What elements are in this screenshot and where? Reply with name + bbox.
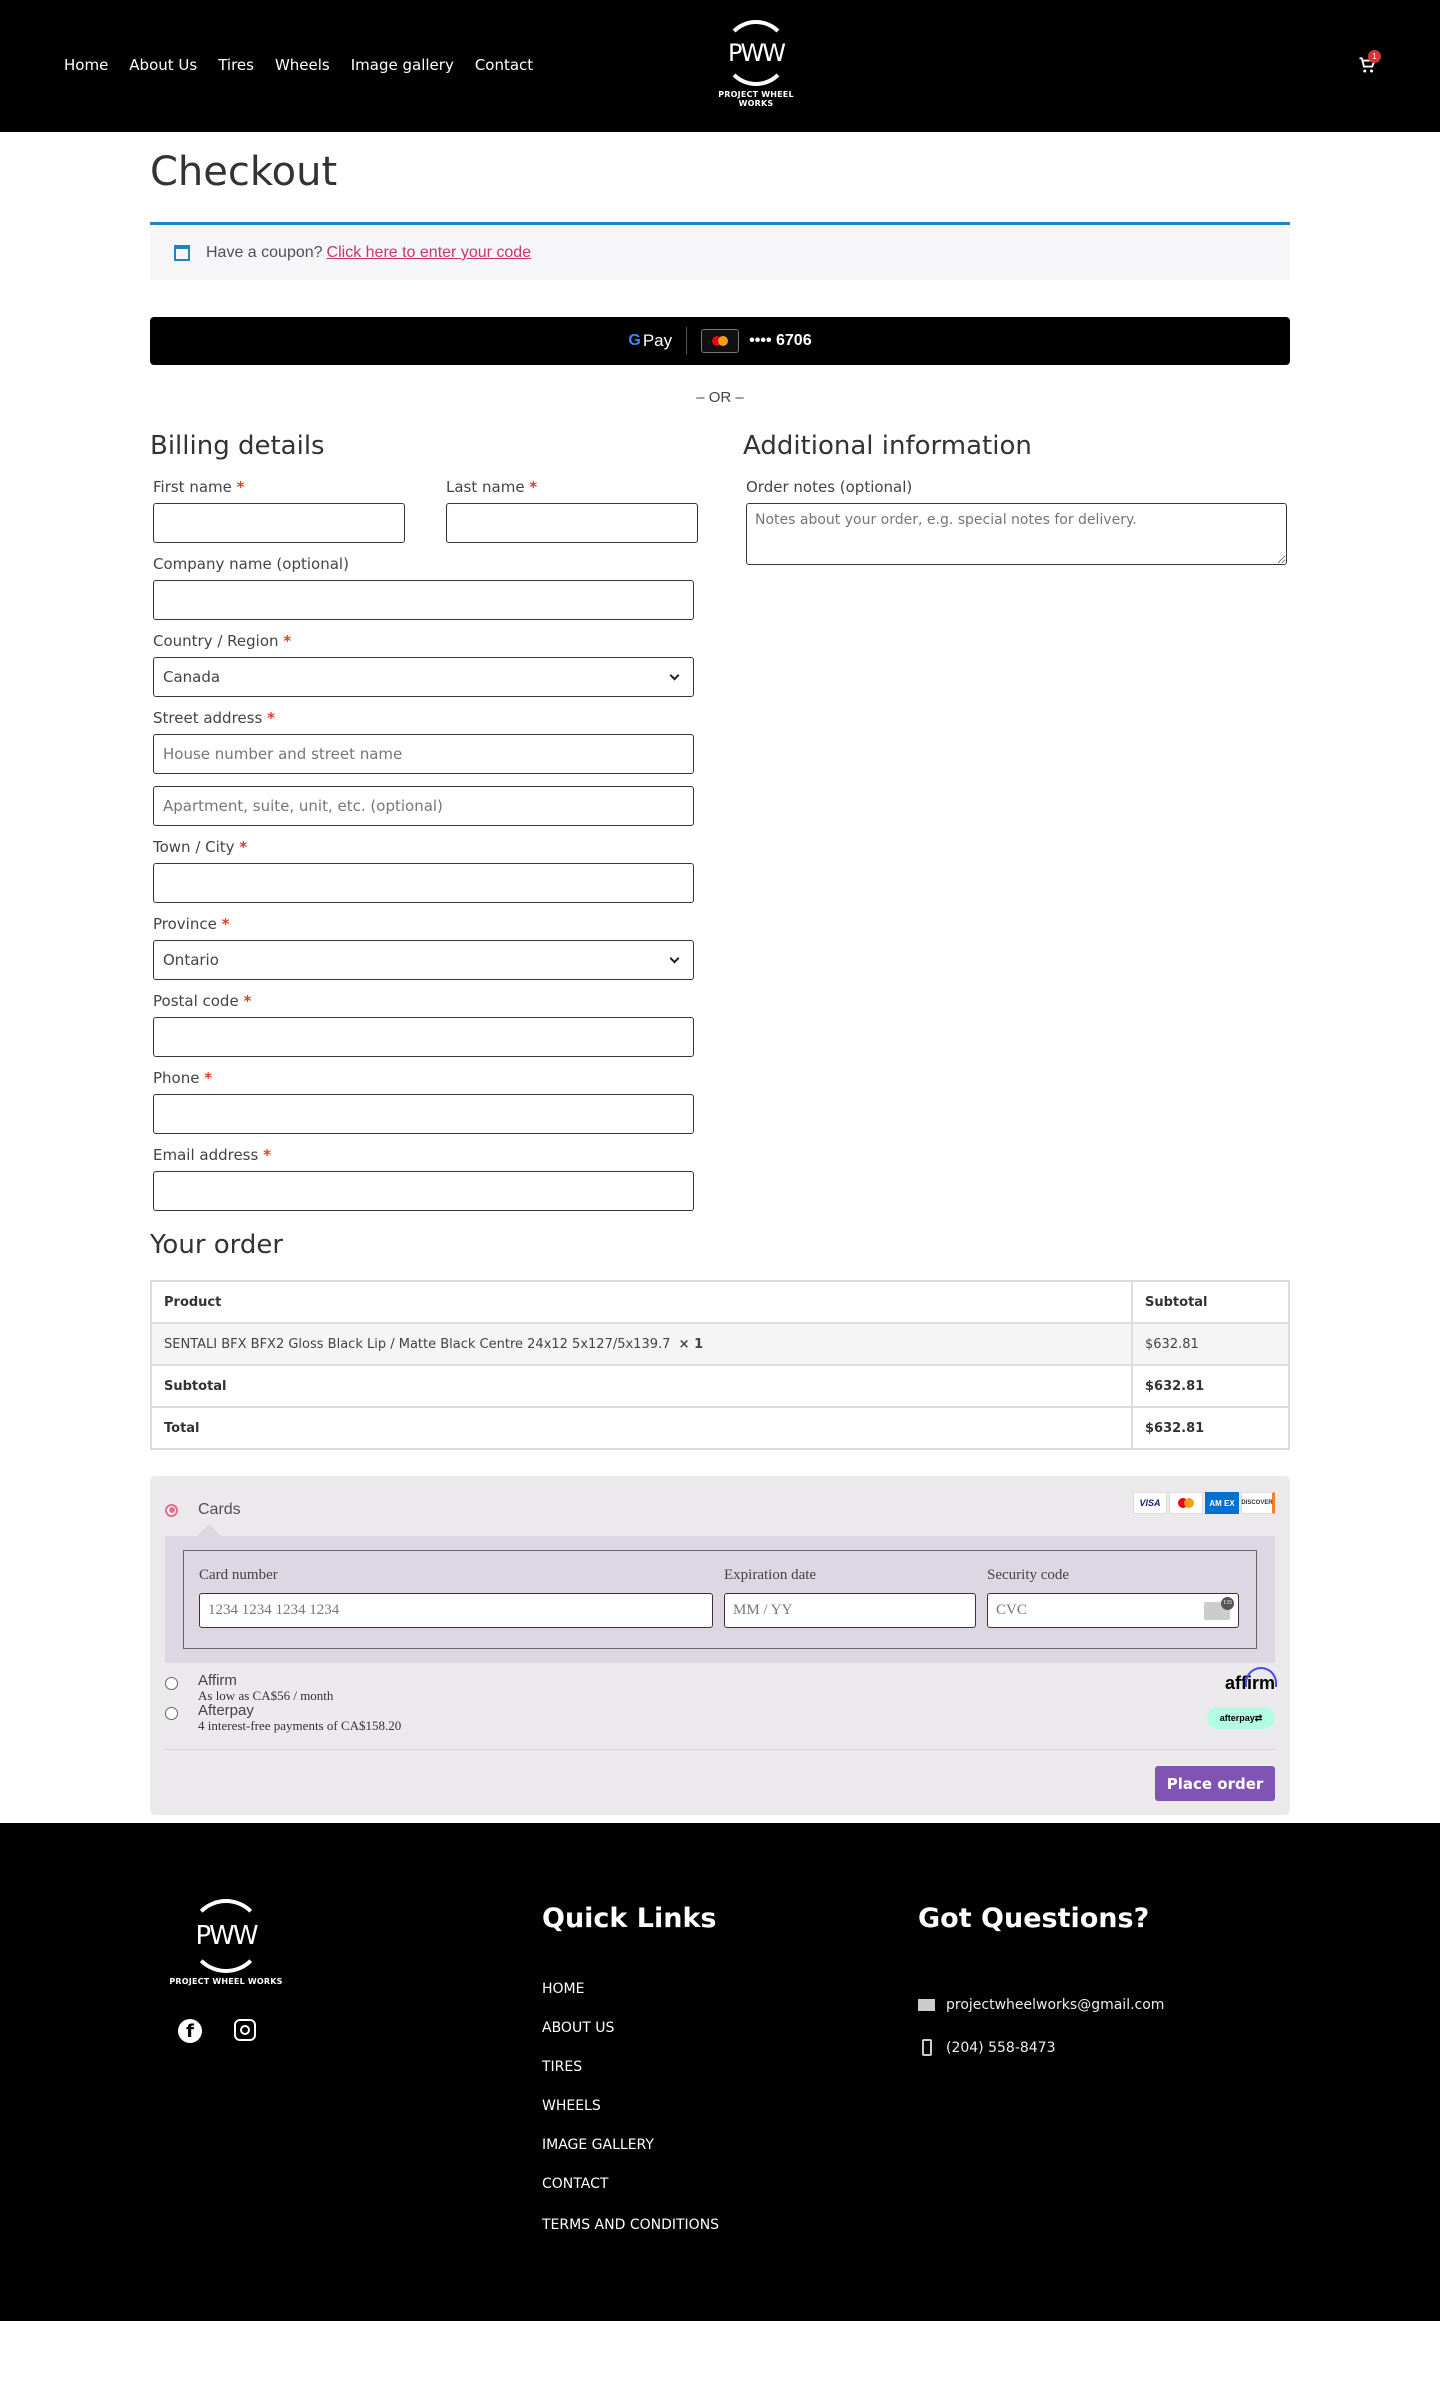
expiry-label: Expiration date xyxy=(724,1567,817,1583)
divider xyxy=(686,327,687,355)
footer-logo[interactable] xyxy=(166,1899,286,1986)
product-qty: × 1 xyxy=(678,1336,704,1352)
coupon-text: Have a coupon? xyxy=(206,243,323,261)
cvc-input[interactable] xyxy=(987,1593,1239,1628)
required-mark: * xyxy=(283,632,292,650)
google-g-icon: G xyxy=(628,332,641,349)
cards-label: Cards xyxy=(198,1501,241,1518)
card-fields xyxy=(183,1550,1257,1649)
footer-link-home[interactable]: HOME xyxy=(542,1981,585,1997)
affirm-logo-icon: affirm xyxy=(1224,1673,1275,1693)
logo-subtitle: PROJECT WHEEL WORKS xyxy=(718,90,794,108)
subtotal-value: $632.81 xyxy=(1132,1365,1289,1407)
site-footer xyxy=(0,1823,1440,2321)
google-pay-button[interactable] xyxy=(150,317,1290,365)
billing-details xyxy=(150,426,695,1211)
instagram-icon[interactable] xyxy=(234,2019,256,2041)
company-label: Company name (optional) xyxy=(153,555,349,573)
cvc-field xyxy=(987,1567,1239,1628)
city-input[interactable] xyxy=(153,863,694,903)
product-name: SENTALI BFX BFX2 Gloss Black Lip / Matte Black Centre 24x12 5x127/5x139.7 xyxy=(164,1336,671,1352)
province-value: Ontario xyxy=(163,951,219,969)
or-separator: – OR – xyxy=(696,389,744,406)
required-mark: * xyxy=(263,1146,271,1164)
footer-contact xyxy=(918,1983,1164,2069)
affirm-label: Affirm xyxy=(198,1672,237,1689)
required-mark: * xyxy=(529,478,538,496)
site-header xyxy=(0,0,1440,132)
checkout-main xyxy=(150,144,1290,1815)
expiry-field xyxy=(724,1567,976,1628)
logo-ring-icon xyxy=(189,1899,263,1973)
footer-quick-links xyxy=(542,1981,719,2256)
payment-option-afterpay[interactable] xyxy=(165,1703,1275,1733)
street-input[interactable]: House number and street name xyxy=(153,734,694,774)
email-text: projectwheelworks@gmail.com xyxy=(946,1996,1165,2013)
afterpay-logo-icon: afterpay⇄ xyxy=(1207,1707,1275,1729)
coupon-notice xyxy=(150,222,1290,280)
logo-subtitle: PROJECT WHEEL WORKS xyxy=(169,1977,283,1986)
order-notes-textarea[interactable] xyxy=(746,503,1287,565)
postal-input[interactable] xyxy=(153,1017,694,1057)
expiry-placeholder: MM / YY xyxy=(733,1602,793,1618)
first-name-field xyxy=(153,478,405,543)
contact-phone[interactable] xyxy=(918,2026,1164,2069)
email-input[interactable] xyxy=(153,1171,694,1211)
payment-methods xyxy=(150,1476,1290,1815)
logo-text: PWW xyxy=(195,1921,257,1951)
card-form-box xyxy=(165,1536,1275,1663)
first-name-input[interactable] xyxy=(153,503,405,543)
country-select[interactable] xyxy=(153,657,694,697)
nav-tires[interactable]: Tires xyxy=(218,56,254,74)
country-label: Country / Region xyxy=(153,632,279,650)
card-number-field xyxy=(199,1567,713,1628)
phone-input[interactable] xyxy=(153,1094,694,1134)
nav-home[interactable]: Home xyxy=(64,56,109,74)
required-mark: * xyxy=(239,838,248,856)
subtotal-header: Subtotal xyxy=(1132,1281,1289,1323)
postal-field xyxy=(153,992,695,1057)
expiry-input[interactable] xyxy=(724,1593,976,1628)
main-nav xyxy=(64,56,554,74)
mobile-phone-icon xyxy=(922,2039,932,2056)
order-table xyxy=(150,1280,1290,1450)
cvc-card-icon xyxy=(1204,1599,1232,1620)
last-name-label: Last name xyxy=(446,478,525,496)
site-logo[interactable] xyxy=(700,20,812,108)
street-field xyxy=(153,709,695,826)
chevron-down-icon xyxy=(670,670,680,680)
amex-icon: AM EX xyxy=(1205,1492,1239,1514)
product-header: Product xyxy=(151,1281,1132,1323)
payment-option-affirm[interactable] xyxy=(165,1673,1275,1703)
email-label: Email address xyxy=(153,1146,259,1164)
envelope-icon xyxy=(918,1999,935,2011)
footer-link-terms[interactable]: TERMS AND CONDITIONS xyxy=(542,2217,720,2233)
email-field xyxy=(153,1146,695,1211)
payment-option-cards[interactable] xyxy=(165,1490,1275,1530)
card-number-placeholder: 1234 1234 1234 1234 xyxy=(208,1602,340,1618)
table-row xyxy=(151,1323,1289,1365)
first-name-label: First name xyxy=(153,478,232,496)
nav-about-us[interactable]: About Us xyxy=(129,56,198,74)
total-value: $632.81 xyxy=(1132,1407,1289,1449)
additional-information xyxy=(695,426,1290,1211)
phone-text: (204) 558-8473 xyxy=(946,2039,1056,2056)
chevron-down-icon xyxy=(670,953,680,963)
last-name-input[interactable] xyxy=(446,503,698,543)
country-field xyxy=(153,632,695,697)
total-label: Total xyxy=(151,1407,1132,1449)
province-select[interactable] xyxy=(153,940,694,980)
billing-title: Billing details xyxy=(150,431,325,461)
province-label: Province xyxy=(153,915,217,933)
required-mark: * xyxy=(267,709,275,727)
page-title: Checkout xyxy=(150,149,338,195)
required-mark: * xyxy=(236,478,245,496)
card-number-label: Card number xyxy=(199,1567,278,1583)
got-questions-title: Got Questions? xyxy=(918,1903,1150,1934)
facebook-icon[interactable]: f xyxy=(178,2019,202,2043)
mastercard-icon xyxy=(1169,1492,1203,1514)
street2-input[interactable]: Apartment, suite, unit, etc. (optional) xyxy=(153,786,694,826)
nav-contact[interactable]: Contact xyxy=(474,56,534,74)
subtotal-row xyxy=(151,1365,1289,1407)
logo-ring-icon xyxy=(723,20,789,86)
cvc-label: Security code xyxy=(987,1567,1070,1583)
company-input[interactable] xyxy=(153,580,694,620)
footer-link-wheels[interactable]: WHEELS xyxy=(542,2098,601,2114)
city-label: Town / City xyxy=(153,838,235,856)
masked-card-number: •••• 6706 xyxy=(749,332,812,349)
cvc-placeholder: CVC xyxy=(996,1602,1027,1618)
province-field xyxy=(153,915,695,980)
postal-label: Postal code xyxy=(153,992,239,1010)
phone-field xyxy=(153,1069,695,1134)
cvc-icon-text: 135 xyxy=(1221,1597,1234,1610)
phone-label: Phone xyxy=(153,1069,200,1087)
affirm-subtext: As low as CA$56 / month xyxy=(198,1688,334,1703)
card-brands xyxy=(1133,1492,1275,1514)
total-row xyxy=(151,1407,1289,1449)
street-label: Street address xyxy=(153,709,263,727)
footer-link-tires[interactable]: TIRES xyxy=(542,2059,583,2075)
afterpay-radio[interactable] xyxy=(165,1707,178,1720)
product-price: $632.81 xyxy=(1132,1323,1289,1365)
nav-wheels[interactable]: Wheels xyxy=(274,56,330,74)
footer-link-about-us[interactable]: ABOUT US xyxy=(542,2020,615,2036)
order-notes-label: Order notes (optional) xyxy=(746,478,913,496)
order-notes-field xyxy=(746,478,1290,570)
mastercard-icon xyxy=(701,329,739,353)
company-field xyxy=(153,555,695,620)
social-links xyxy=(178,2019,256,2043)
table-header-row xyxy=(151,1281,1289,1323)
cart-button[interactable] xyxy=(1358,52,1378,76)
visa-icon: VISA xyxy=(1133,1492,1167,1514)
country-value: Canada xyxy=(163,668,221,686)
last-name-field xyxy=(446,478,698,543)
required-mark: * xyxy=(204,1069,213,1087)
footer-link-contact[interactable]: CONTACT xyxy=(542,2176,609,2192)
coupon-link[interactable]: Click here to enter your code xyxy=(326,243,532,261)
subtotal-label: Subtotal xyxy=(151,1365,1132,1407)
quick-links-title: Quick Links xyxy=(542,1903,717,1934)
contact-email[interactable] xyxy=(918,1983,1164,2026)
your-order-title: Your order xyxy=(150,1230,284,1260)
city-field xyxy=(153,838,695,903)
logo-text: PWW xyxy=(728,39,784,67)
gpay-label: Pay xyxy=(642,331,673,350)
window-icon xyxy=(174,245,190,261)
affirm-radio[interactable] xyxy=(165,1677,178,1690)
cards-radio[interactable] xyxy=(165,1504,178,1517)
nav-image-gallery[interactable]: Image gallery xyxy=(350,56,454,74)
bnpl-options xyxy=(165,1673,1275,1750)
required-mark: * xyxy=(221,915,230,933)
afterpay-label: Afterpay xyxy=(198,1702,254,1719)
additional-title: Additional information xyxy=(743,431,1032,461)
required-mark: * xyxy=(243,992,252,1010)
discover-icon: DISCOVER xyxy=(1241,1492,1275,1514)
card-number-input[interactable] xyxy=(199,1593,713,1628)
afterpay-subtext: 4 interest-free payments of CA$158.20 xyxy=(198,1718,402,1733)
cart-count-badge: 1 xyxy=(1368,50,1381,63)
place-order-button[interactable]: Place order xyxy=(1155,1766,1275,1801)
footer-link-image-gallery[interactable]: IMAGE GALLERY xyxy=(542,2137,654,2153)
